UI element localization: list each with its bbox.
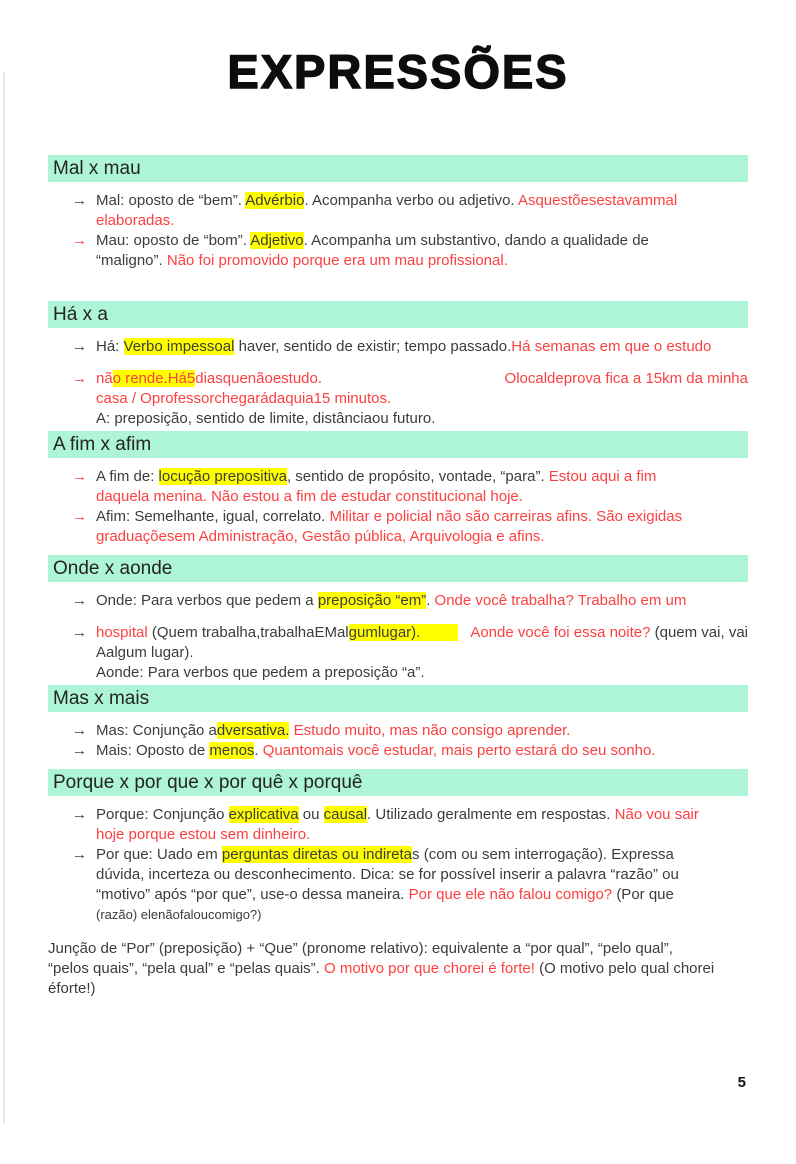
- text-line: [96, 467, 748, 487]
- text-segment: Aonde: Para verbos que pedem a preposição “a”.: [96, 664, 425, 681]
- text-segment: explicativa: [228, 806, 299, 823]
- text-segment: graduaçõesem Administração, Gestão pública, Arquivologia e afins.: [96, 528, 545, 545]
- item-content: [96, 231, 748, 271]
- bullet-item: [72, 741, 748, 761]
- section-title: Há x a: [53, 303, 108, 325]
- text-segment: Há:: [96, 338, 124, 355]
- section-title: Mal x mau: [53, 157, 141, 179]
- text-line: [96, 741, 748, 761]
- text-line: [96, 191, 748, 211]
- text-segment: menos: [209, 742, 255, 759]
- item-content: [96, 623, 748, 683]
- arrow-bullet-icon: →: [72, 722, 87, 739]
- text-segment: Onde: Para verbos que pedem a: [96, 592, 318, 609]
- section-header-bar: [48, 685, 748, 712]
- text-segment: (Por que: [616, 886, 674, 903]
- arrow-bullet-icon: →: [72, 338, 87, 355]
- text-line: [96, 369, 748, 389]
- text-segment: A: preposição, sentido de limite, distânciaou futuro.: [96, 410, 436, 427]
- bullet-item: [72, 507, 748, 547]
- text-segment: preposição “em”: [317, 592, 427, 609]
- text-line: [96, 527, 748, 547]
- arrow-bullet-icon: →: [72, 468, 87, 485]
- arrow-bullet-icon: →: [72, 508, 87, 525]
- document-title: EXPRESSÕES: [227, 45, 569, 98]
- text-segment: dúvida, incerteza ou desconhecimento. Dica: se for possível inserir a palavra “razão” ou: [96, 866, 679, 883]
- text-line: [96, 211, 748, 231]
- text-segment: Porque: Conjunção: [96, 806, 229, 823]
- text-line: [96, 845, 748, 865]
- text-segment: hospital: [96, 624, 152, 641]
- text-segment: haver, sentido de existir; tempo passado.: [234, 338, 512, 355]
- bullet-item: [72, 623, 748, 683]
- item-content: [96, 845, 748, 925]
- item-content: [96, 721, 748, 741]
- line-left-part: [96, 369, 322, 389]
- bullet-item: [72, 337, 748, 357]
- section-header-bar: [48, 155, 748, 182]
- arrow-bullet-icon: →: [72, 232, 87, 249]
- bullet-item: [72, 231, 748, 271]
- text-segment: Há semanas em que o estudo: [511, 338, 712, 355]
- text-segment: daquela menina. Não estou a fim de estudar constitucional hoje.: [96, 488, 523, 505]
- text-segment: . Acompanha um substantivo, dando a qualidade de: [303, 232, 649, 249]
- text-segment: ou: [298, 806, 324, 823]
- text-segment: o rende.Há5: [112, 370, 196, 387]
- line-left-part: [96, 623, 458, 643]
- text-line: [96, 885, 748, 905]
- text-segment: Asquestõesestavammal: [517, 192, 678, 209]
- text-line: [96, 507, 748, 527]
- item-content: [96, 337, 748, 357]
- text-segment: Verbo impessoal: [123, 338, 235, 355]
- text-segment: Advérbio: [245, 192, 305, 209]
- bullet-item: [72, 805, 748, 845]
- text-segment: , sentido de propósito, vontade, “para”.: [286, 468, 549, 485]
- section-items: [48, 182, 748, 273]
- arrow-bullet-icon: →: [72, 742, 87, 759]
- text-line: [48, 939, 748, 959]
- text-line: [96, 721, 748, 741]
- section-items: [48, 712, 748, 763]
- item-content: [96, 507, 748, 547]
- item-content: [48, 939, 748, 999]
- bullet-item: [48, 939, 748, 999]
- section-items: [48, 933, 748, 999]
- text-segment: . Utilizado geralmente em respostas.: [367, 806, 615, 823]
- text-segment: locução prepositiva: [158, 468, 287, 485]
- text-line: [96, 865, 748, 885]
- page-edge-line: [3, 72, 5, 1124]
- text-segment: . Acompanha verbo ou adjetivo.: [304, 192, 518, 209]
- arrow-bullet-icon: →: [72, 624, 87, 641]
- line-right-part: [470, 623, 748, 643]
- section-title: Mas x mais: [53, 687, 150, 709]
- text-line: [96, 623, 748, 643]
- arrow-bullet-icon: →: [72, 806, 87, 823]
- arrow-bullet-icon: →: [72, 592, 87, 609]
- topic-section: [48, 155, 748, 273]
- section-title: Onde x aonde: [53, 557, 173, 579]
- arrow-bullet-icon: →: [72, 370, 87, 387]
- text-segment: Aonde você foi essa noite?: [470, 624, 655, 641]
- text-line: [48, 979, 748, 999]
- text-line: [96, 409, 748, 429]
- section-items: [48, 582, 748, 685]
- text-line: [96, 389, 748, 409]
- text-segment: casa / Oprofessorchegarádaquia15 minutos.: [96, 390, 392, 407]
- text-segment: Não vou sair: [614, 806, 699, 823]
- text-segment: dversativa.: [216, 722, 290, 739]
- text-segment: Mais: Oposto de: [96, 742, 210, 759]
- text-segment: Estou aqui a fim: [548, 468, 657, 485]
- arrow-bullet-icon: →: [72, 846, 87, 863]
- text-segment: (O motivo pelo qual chorei: [534, 960, 715, 977]
- text-line: [96, 643, 748, 663]
- text-segment: nã: [96, 370, 113, 387]
- text-segment: Mau: oposto de “bom”.: [96, 232, 251, 249]
- text-segment: A fim de:: [96, 468, 159, 485]
- text-segment: perguntas diretas ou indireta: [221, 846, 413, 863]
- section-header-bar: [48, 431, 748, 458]
- topic-section: [48, 769, 748, 927]
- item-content: [96, 191, 748, 231]
- text-segment: (Quem trabalha,trabalhaEMal: [151, 624, 349, 641]
- text-segment: Por que: Uado em: [96, 846, 222, 863]
- text-segment: O motivo por que chorei é forte!: [323, 960, 535, 977]
- section-items: [48, 458, 748, 549]
- text-segment: éforte!): [48, 980, 96, 997]
- text-segment: Não foi promovido porque era um mau profissional.: [166, 252, 508, 269]
- section-header-bar: [48, 301, 748, 328]
- text-segment: hoje porque estou sem dinheiro.: [96, 826, 311, 843]
- bullet-item: [72, 369, 748, 429]
- line-right-part: [505, 369, 748, 389]
- text-segment: s (com ou sem interrogação). Expressa: [412, 846, 674, 863]
- text-segment: elaboradas.: [96, 212, 175, 229]
- text-segment: (quem vai, vai: [654, 624, 748, 641]
- text-segment: Olocaldeprova fica a 15km da minha: [504, 370, 748, 387]
- text-segment: Adjetivo: [250, 232, 304, 249]
- topic-section: [48, 301, 748, 431]
- text-line: [96, 251, 748, 271]
- text-segment: Aalgum lugar).: [96, 644, 194, 661]
- topic-section: [48, 555, 748, 685]
- section-items: [48, 796, 748, 927]
- topic-section: [48, 685, 748, 763]
- text-segment: Mal: oposto de “bem”.: [96, 192, 246, 209]
- text-line: [96, 487, 748, 507]
- text-line: [96, 591, 748, 611]
- text-segment: (razão) elenãofaloucomigo?): [96, 907, 262, 922]
- text-segment: .: [426, 592, 435, 609]
- bullet-item: [72, 845, 748, 925]
- text-line: [96, 663, 748, 683]
- section-header-bar: [48, 769, 748, 796]
- page-number: 5: [737, 1074, 746, 1091]
- text-segment: Junção de “Por” (preposição) + “Que” (pronome relativo): equivalente a “por qual”, “pelo qual”,: [48, 940, 673, 957]
- bullet-item: [72, 721, 748, 741]
- bullet-item: [72, 591, 748, 611]
- text-line: [96, 337, 748, 357]
- text-line: [96, 825, 748, 845]
- text-segment: Por que ele não falou comigo?: [408, 886, 617, 903]
- text-segment: causal: [323, 806, 368, 823]
- item-content: [96, 369, 748, 429]
- text-segment: gumlugar).: [348, 624, 458, 641]
- text-segment: “pelos quais”, “pela qual” e “pelas quais”.: [48, 960, 324, 977]
- section-title: Porque x por que x por quê x porquê: [53, 771, 363, 793]
- section-items: [48, 328, 748, 431]
- item-content: [96, 591, 748, 611]
- sections-container: [48, 155, 748, 999]
- section-title: A fim x afim: [53, 433, 152, 455]
- topic-section: [48, 431, 748, 549]
- text-segment: Estudo muito, mas não consigo aprender.: [293, 722, 571, 739]
- text-line: [96, 805, 748, 825]
- text-line: [96, 905, 748, 925]
- closing-paragraph: [48, 933, 748, 999]
- text-segment: Militar e policial não são carreiras afins. São exigidas: [329, 508, 683, 525]
- text-segment: diasquenãoestudo.: [195, 370, 323, 387]
- text-segment: Onde você trabalha? Trabalho em um: [434, 592, 687, 609]
- bullet-item: [72, 467, 748, 507]
- arrow-bullet-icon: →: [72, 192, 87, 209]
- text-line: [48, 959, 748, 979]
- text-segment: Quantomais você estudar, mais perto estará do seu sonho.: [262, 742, 656, 759]
- item-content: [96, 805, 748, 845]
- text-segment: .: [254, 742, 263, 759]
- bullet-item: [72, 191, 748, 231]
- section-header-bar: [48, 555, 748, 582]
- document-page: [0, 44, 796, 1164]
- item-content: [96, 467, 748, 507]
- text-line: [96, 231, 748, 251]
- text-segment: “maligno”.: [96, 252, 167, 269]
- text-segment: “motivo” após “por que”, use-o dessa maneira.: [96, 886, 409, 903]
- text-segment: Mas: Conjunção a: [96, 722, 217, 739]
- item-content: [96, 741, 748, 761]
- text-segment: Afim: Semelhante, igual, correlato.: [96, 508, 330, 525]
